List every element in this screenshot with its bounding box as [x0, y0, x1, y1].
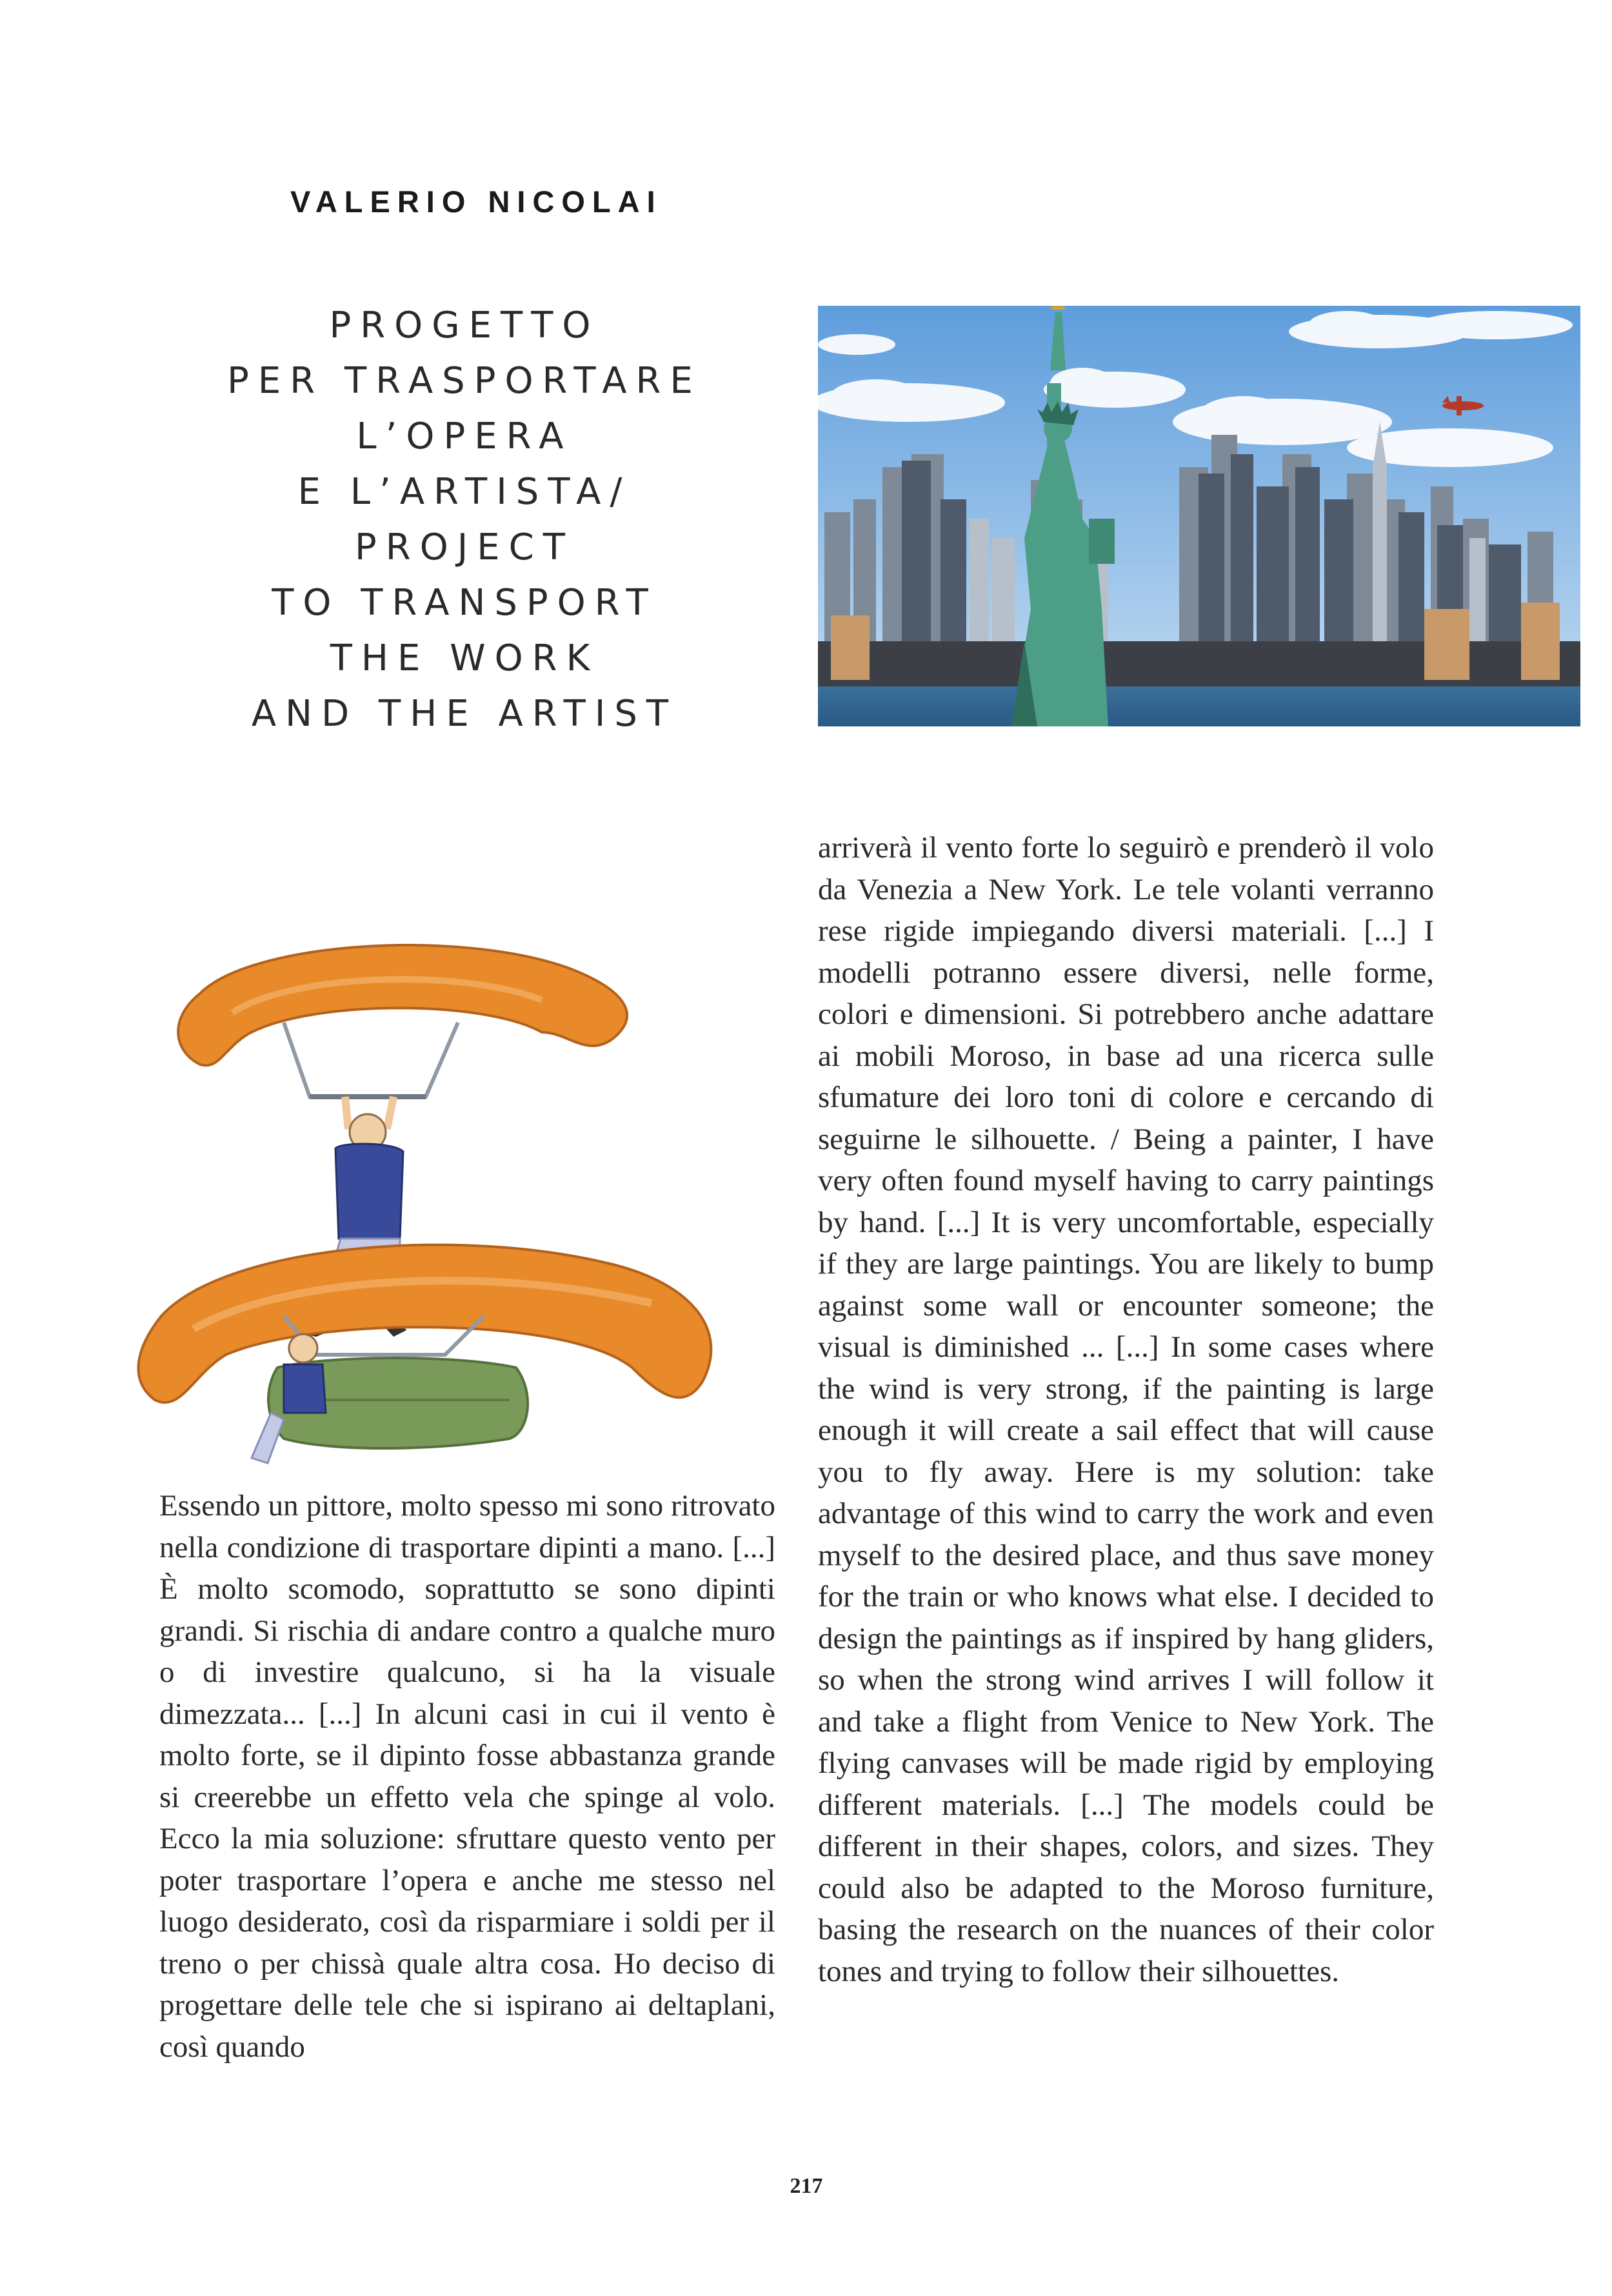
title-line: E L’ARTISTA/: [297, 471, 632, 513]
author-name: VALERIO NICOLAI: [290, 185, 662, 219]
hang-glider-drawing: [123, 903, 742, 1490]
title-line: PROJECT: [355, 526, 574, 568]
title-line: PROGETTO: [329, 304, 600, 346]
title-line: AND THE ARTIST: [251, 693, 678, 735]
new-york-skyline-photo: [818, 306, 1580, 726]
artwork-title: [148, 298, 781, 742]
page-number: 217: [790, 2174, 823, 2198]
title-line: THE WORK: [330, 637, 599, 679]
italian-text-left-column: Essendo un pittore, molto spesso mi sono ritrovato nella condizione di trasportare dipinti a mano. [...] È molto scomodo, soprattutto se sono dipinti grandi. Si rischia di andare contro a qualche muro o di investire qualcuno, si ha la visuale dimezzata... [...] In alcuni casi in cui il vento è molto forte, se il dipinto fosse abbastanza grande si creerebbe un effetto vela che spinge al volo. Ecco la mia soluzione: sfruttare questo vento per poter trasportare l’opera e anche me stesso nel luogo desiderato, così da risparmiare i soldi per il treno o per chissà quale altra cosa. Ho deciso di progettare delle tele che si ispirano ai deltaplani, così quando: [159, 1489, 775, 2064]
text-right-column: arriverà il vento forte lo seguirò e prenderò il volo da Venezia a New York. Le tele volanti verranno rese rigide impiegando diversi materiali. [...] I modelli potranno essere diversi, nelle forme, colori e dimensioni. Si potrebbero anche adattare ai mobili Moroso, in base ad una ricerca sulle sfumature dei loro toni di colore e cercando di seguirne le silhouette. / Being a painter, I have very often found myself having to carry paintings by hand. [...] It is very uncomfortable, especially if they are large paintings. You are likely to bump against some wall or encounter someone; the visual is diminished ... [...] In some cases where the wind is very strong, if the painting is large enough it will create a sail effect that will cause you to fly away. Here is my solution: take advantage of this wind to carry the work and even myself to the desired place, and thus save money for the train or who knows what else. I decided to design the paintings as if inspired by hang gliders, so when the strong wind arrives I will follow it and take a flight from Venice to New York. The flying canvases will be made rigid by employing different materials. [...] The models could be different in their shapes, colors, and sizes. They could also be adapted to the Moroso furniture, basing the research on the nuances of their color tones and trying to follow their silhouettes.: [818, 831, 1434, 1988]
title-line: L’OPERA: [356, 415, 573, 457]
title-line: PER TRASPORTARE: [227, 360, 702, 402]
title-line: TO TRANSPORT: [272, 582, 657, 624]
